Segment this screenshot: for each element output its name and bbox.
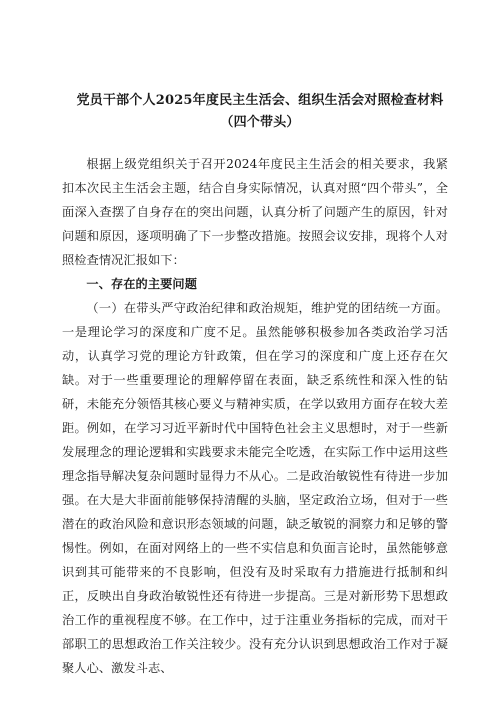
section-heading: 一、存在的主要问题 bbox=[86, 277, 197, 291]
document-title: 党员干部个人2025年度民主生活会、组织生活会对照检查材料（四个带头） bbox=[76, 93, 444, 130]
section-paragraph: （一）在带头严守政治纪律和政治规矩，维护党的团结统一方面。一是理论学习的深度和广度不足。虽然能够积极参加各类政治学习活动，认真学习党的理论方针政策，但在学习的深度和广度上还存在欠缺。对于一些重要理论的理解停留在表面，缺乏系统性和深入性的钻研，未能充分领悟其核心要义与精神实质，在学以致用方面存在较大差距。例如，在学习习近平新时代中国特色社会主义思想时，对于一些新发展理念的理论逻辑和实践要求未能完全吃透，在实际工作中运用这些理念指导解决复杂问题时显得力不从心。二是政治敏锐性有待进一步加强。在大是大非面前能够保持清醒的头脑，坚定政治立场，但对于一些潜在的政治风险和意识形态领域的问题，缺乏敏锐的洞察力和足够的警惕性。例如，在面对网络上的一些不实信息和负面言论时，虽然能够意识到其可能带来的不良影响，但没有及时采取有力措施进行抵制和纠正，反映出自身政治敏锐性还有待进一步提高。三是对新形势下思想政治工作的重视程度不够。在工作中，过于注重业务指标的完成，而对干部职工的思想政治工作关注较少。没有充分认识到思想政治工作对于凝聚人心、激发斗志、 bbox=[62, 301, 448, 675]
document-body bbox=[62, 152, 448, 680]
intro-paragraph: 根据上级党组织关于召开2024年度民主生活会的相关要求，我紧扣本次民主生活会主题，结合自身实际情况，认真对照“四个带头”，全面深入查摆了自身存在的突出问题，认真分析了问题产生的原因，针对问题和原因，逐项明确了下一步整改措施。按照会议安排，现将个人对照检查情况汇报如下： bbox=[62, 157, 448, 267]
